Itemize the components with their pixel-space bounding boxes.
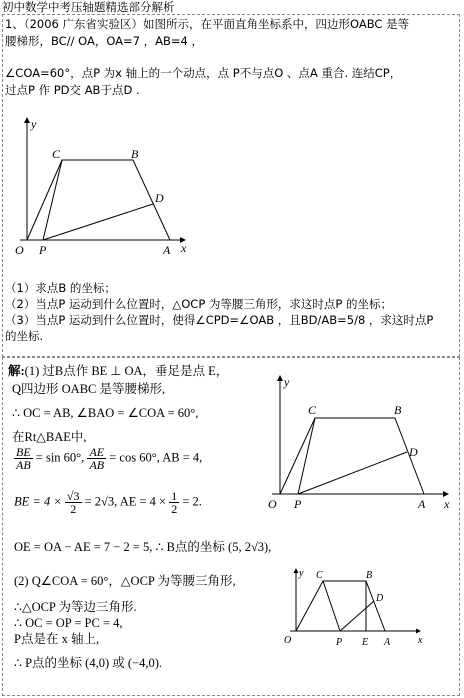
label-b: B xyxy=(366,570,373,581)
label-x: x xyxy=(181,241,187,255)
label-p: P xyxy=(336,637,343,648)
problem-line-3: ∠COA=60°，点P 为x 轴上的一个动点，点 P不与点O 、点A 重合. 连结CP， xyxy=(5,66,402,80)
problem-line-1: 1、（2006 广东省实验区）如图所示，在平面直角坐标系中，四边形OABC 是等 xyxy=(5,17,410,31)
solution-line-1 xyxy=(8,364,228,379)
doc-title: 初中数学中考压轴题精选部分解析 xyxy=(2,0,175,14)
trapezoid xyxy=(27,160,170,240)
problem-line-4: 过点P 作 PD交 AB于点D . xyxy=(5,83,140,97)
label-y: y xyxy=(31,117,37,131)
label-p: P xyxy=(294,497,302,511)
figure-2 xyxy=(262,370,458,515)
figure-3 xyxy=(280,565,430,653)
solution-line-12: ∴ P点的坐标 (4,0) 或 (−4,0). xyxy=(14,656,162,670)
label-b: B xyxy=(394,403,402,417)
label-b: B xyxy=(131,147,139,161)
fraction-1-2: $\frac{1}{2}$ xyxy=(171,489,178,516)
label-o: O xyxy=(268,497,277,511)
solution-line-3: ∴ OC = AB, ∠BAO = ∠COA = 60°, xyxy=(12,406,199,420)
label-o: O xyxy=(15,243,24,257)
question-3b: 的坐标. xyxy=(5,329,44,343)
label-d: D xyxy=(376,593,384,604)
solution-line-2: Q四边形 OABC 是等腰梯形, xyxy=(12,382,166,396)
solution-step-1: (1) 过B点作 BE ⊥ OA，垂足是点 E， xyxy=(24,364,229,378)
solution-cos: = cos 60°, AB = 4, xyxy=(109,450,203,465)
solution-head: 解: xyxy=(8,364,25,378)
label-d: D xyxy=(155,191,164,205)
label-c: C xyxy=(52,147,61,161)
fraction-sqrt3-2: $\frac{√3}{2}$ xyxy=(66,489,80,516)
figure-1 xyxy=(5,110,205,270)
label-p: P xyxy=(39,243,47,257)
segment-pd xyxy=(298,452,407,494)
solution-line-11: P点是在 x 轴上, xyxy=(14,632,100,646)
fraction-ae-ab: $\frac{AE}{AB}$ xyxy=(89,445,105,472)
label-c: C xyxy=(316,570,323,581)
solution-line-4: 在Rt△BAE中, xyxy=(12,430,87,444)
solution-line-10: ∴ OC = OP = PC = 4, xyxy=(14,616,123,630)
label-a: A xyxy=(418,497,426,511)
solution-line-7: OE = OA − AE = 7 − 2 = 5, ∴ B点的坐标 (5, 2√3), xyxy=(14,540,272,554)
solution-line-6: BE = 4 × $\frac{√3}{2}$ = 2√3, AE = 4 × $\frac{1}{2}$ = 2. xyxy=(14,489,202,516)
label-e: E xyxy=(362,637,369,648)
segment-pd xyxy=(43,204,153,240)
solution-sin: = sin 60°, xyxy=(35,450,85,465)
segment-cp xyxy=(298,418,315,494)
question-2: （2）当点P 运动到什么位置时，△OCP 为等腰三角形，求这时点P 的坐标； xyxy=(5,297,393,311)
label-x: x xyxy=(418,635,423,646)
label-a: A xyxy=(163,243,171,257)
question-3a: （3）当点P 运动到什么位置时，使得∠CPD=∠OAB ，且BD/AB=5/8 ，求这时点P xyxy=(5,313,434,327)
label-a: A xyxy=(384,637,391,648)
solution-line-8: (2) Q∠COA = 60°，△OCP 为等腰三角形, xyxy=(14,574,236,588)
label-x: x xyxy=(444,497,450,511)
solution-line-9: ∴△OCP 为等边三角形. xyxy=(14,600,137,614)
segment-cp xyxy=(323,581,340,631)
fraction-be-ab: $\frac{BE}{AB}$ xyxy=(16,445,31,472)
segment-pd xyxy=(340,601,374,631)
label-y: y xyxy=(299,568,304,579)
question-1: （1）求点B 的坐标； xyxy=(5,281,116,295)
label-o: O xyxy=(284,635,292,646)
label-y: y xyxy=(284,375,290,389)
trapezoid xyxy=(296,581,385,631)
label-d: D xyxy=(409,445,418,459)
problem-line-2: 腰梯形，BC// OA，OA=7 ，AB=4 ， xyxy=(5,34,204,48)
trapezoid xyxy=(280,418,424,494)
label-c: C xyxy=(308,403,317,417)
segment-cp xyxy=(43,160,62,240)
solution-line-5 xyxy=(14,446,202,471)
